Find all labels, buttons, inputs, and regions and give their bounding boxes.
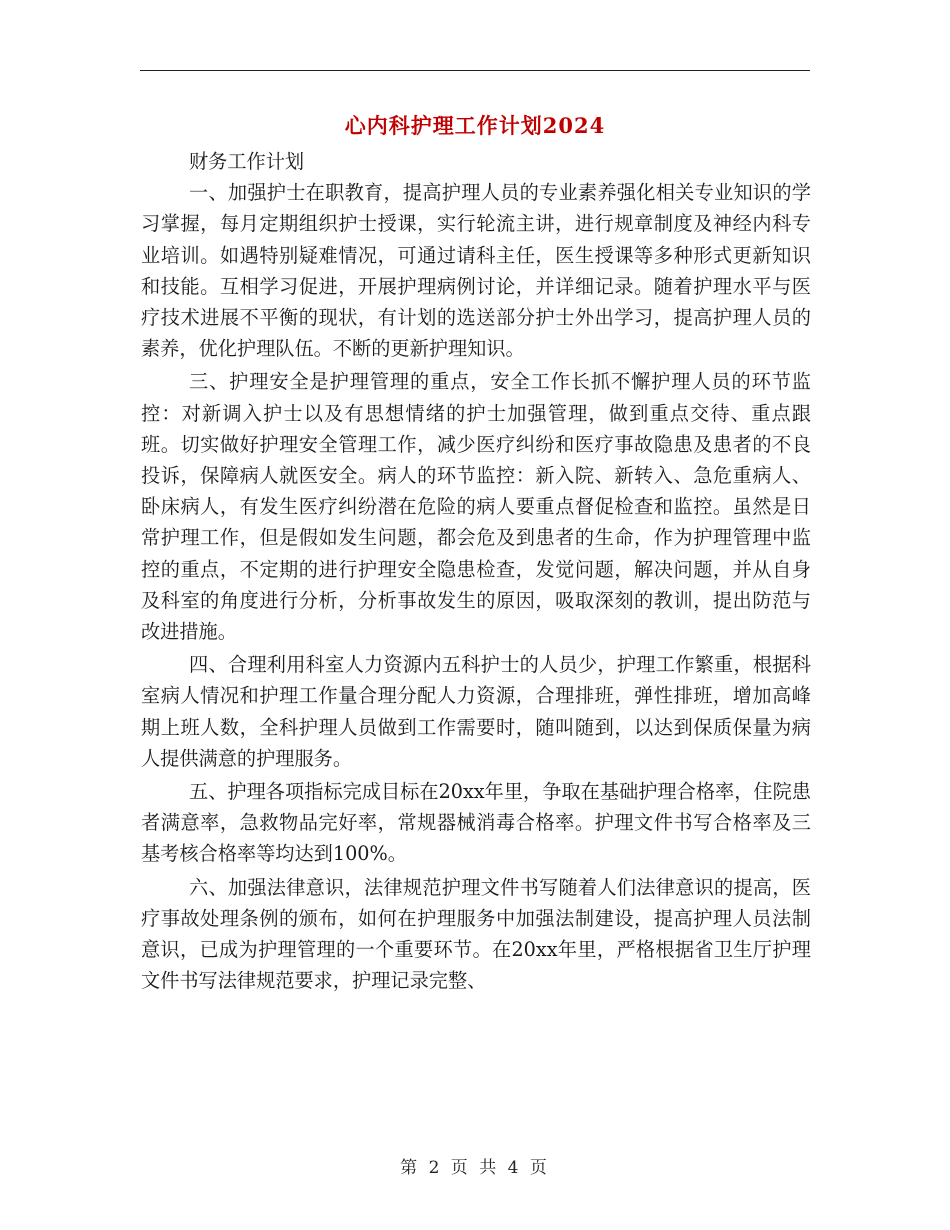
paragraph-4: 五、护理各项指标完成目标在20xx年里，争取在基础护理合格率，住院患者满意率，急救物品完好率，常规器械消毒合格率。护理文件书写合格率及三基考核合格率等均达到100%。 <box>141 780 811 866</box>
header-rule <box>140 70 810 71</box>
section-heading: 财务工作计划 <box>189 150 305 173</box>
page-footer: 第 2 页 共 4 页 <box>400 1158 550 1178</box>
paragraph-2: 三、护理安全是护理管理的重点，安全工作长抓不懈护理人员的环节监控：对新调入护士以及有思想情绪的护士加强管理，做到重点交待、重点跟班。切实做好护理安全管理工作，减少医疗纠纷和医疗事故隐患及患者的不良投诉，保障病人就医安全。病人的环节监控：新入院、新转入、急危重病人、卧床病人，有发生医疗纠纷潜在危险的病人要重点督促检查和监控。虽然是日常护理工作，但是假如发生问题，都会危及到患者的生命，作为护理管理中监控的重点，不定期的进行护理安全隐患检查，发觉问题，解决问题，并从自身及科室的角度进行分析，分析事故发生的原因，吸取深刻的教训，提出防范与改进措施。 <box>141 370 811 644</box>
document-title: 心内科护理工作计划2024 <box>344 113 606 138</box>
paragraph-1: 一、加强护士在职教育，提高护理人员的专业素养强化相关专业知识的学习掌握，每月定期组织护士授课，实行轮流主讲，进行规章制度及神经内科专业培训。如遇特别疑难情况，可通过请科主任，医生授课等多种形式更新知识和技能。互相学习促进，开展护理病例讨论，并详细记录。随着护理水平与医疗技术进展不平衡的现状，有计划的选送部分护士外出学习，提高护理人员的素养，优化护理队伍。不断的更新护理知识。 <box>141 181 811 361</box>
paragraph-5: 六、加强法律意识，法律规范护理文件书写随着人们法律意识的提高，医疗事故处理条例的颁布，如何在护理服务中加强法制建设，提高护理人员法制意识，已成为护理管理的一个重要环节。在20xx年里，严格根据省卫生厅护理文件书写法律规范要求，护理记录完整、 <box>141 875 811 993</box>
document-body <box>141 146 811 996</box>
paragraph-3: 四、合理利用科室人力资源内五科护士的人员少，护理工作繁重，根据科室病人情况和护理工作量合理分配人力资源，合理排班，弹性排班，增加高峰期上班人数，全科护理人员做到工作需要时，随叫随到，以达到保质保量为病人提供满意的护理服务。 <box>141 653 811 770</box>
